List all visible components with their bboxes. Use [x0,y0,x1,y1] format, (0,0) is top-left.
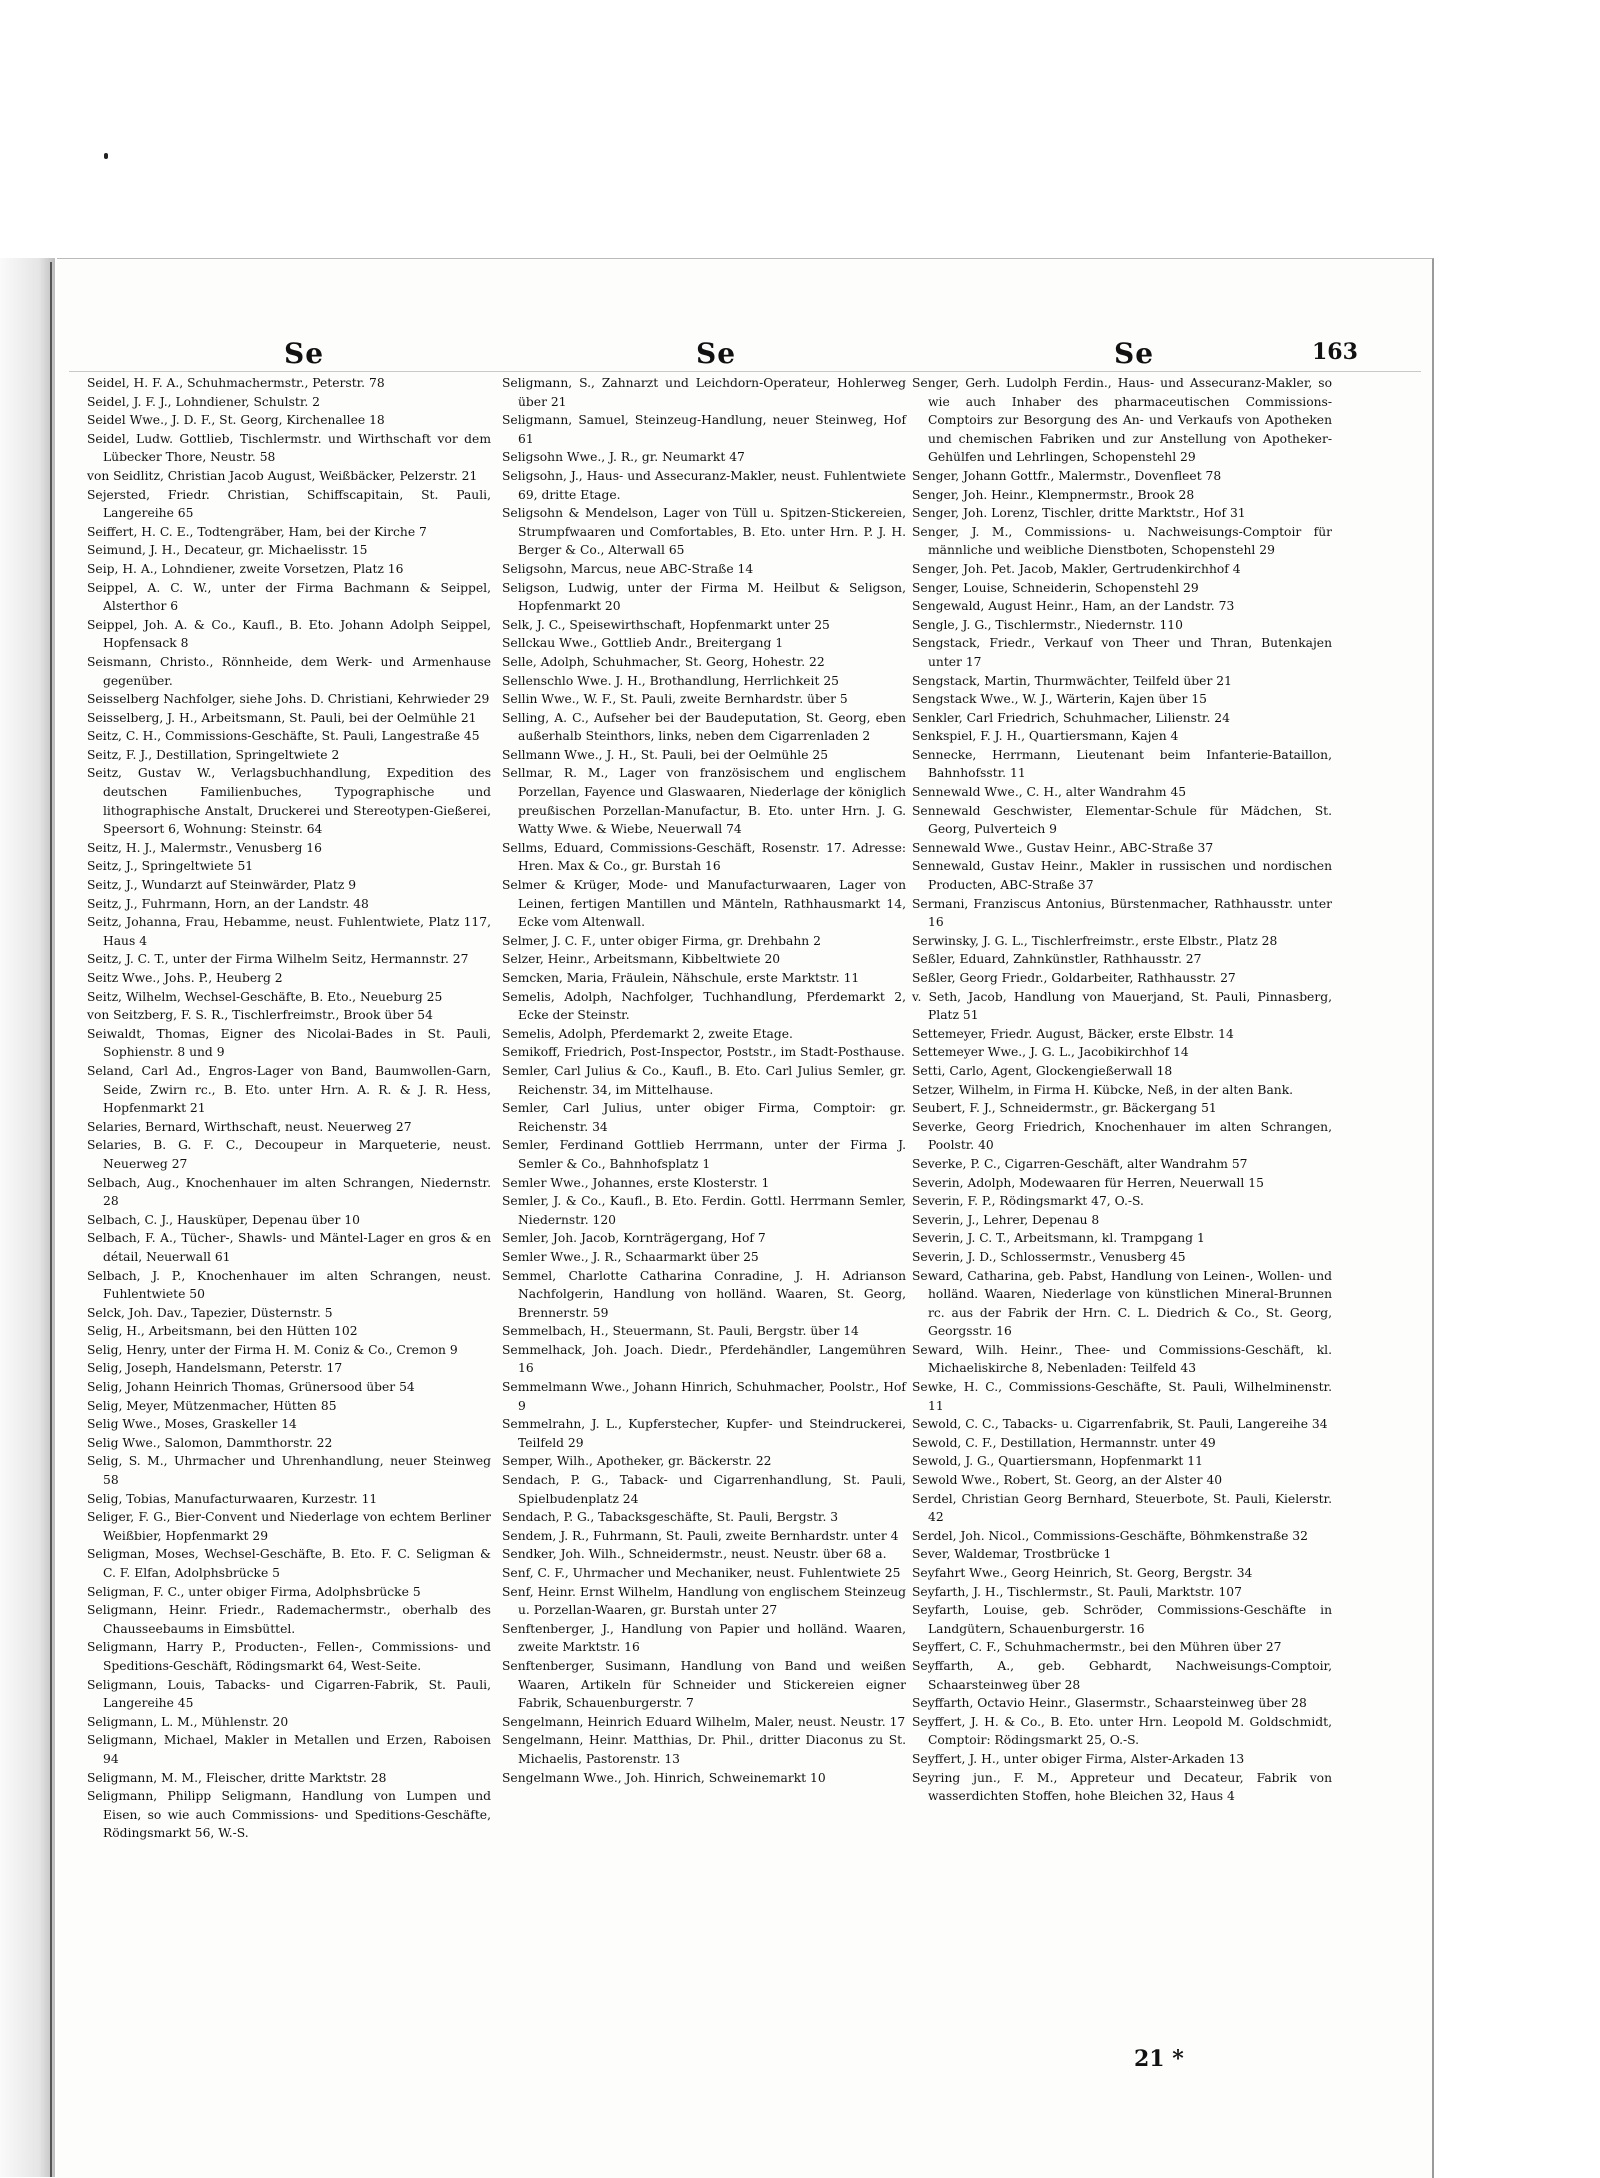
directory-entry: Seitz Wwe., Johs. P., Heuberg 2 [87,971,283,985]
directory-entry: Sengewald, August Heinr., Ham, an der Landstr. 73 [912,599,1235,614]
directory-entry: Semler, Ferdinand Gottlieb Herrmann, unter der Firma J. Semler & Co., Bahnhofsplatz 1 [502,1138,906,1171]
directory-entry: Seyfarth, J. H., Tischlermstr., St. Pauli, Marktstr. 107 [912,1584,1242,1599]
directory-entry: Semler, Carl Julius, unter obiger Firma, Comptoir: gr. Reichenstr. 34 [502,1101,906,1134]
directory-entry: Serdel, Joh. Nicol., Commissions-Geschäfte, Böhmkenstraße 32 [912,1528,1308,1543]
directory-entry: Seyffarth, Octavio Heinr., Glasermstr., Schaarsteinweg über 28 [912,1696,1307,1711]
directory-entry: Seyffert, J. H. & Co., B. Eto. unter Hrn. Leopold M. Goldschmidt, Comptoir: Rödingsmarkt 25, O.-S. [912,1714,1332,1748]
column-1 [87,374,491,1843]
directory-entry: Selling, A. C., Aufseher bei der Baudeputation, St. Georg, eben außerhalb Steinthors, links, neben dem Cigarrenladen 2 [502,710,906,744]
directory-entry: Sennecke, Herrmann, Lieutenant beim Infanterie-Bataillon, Bahnhofsstr. 11 [912,747,1332,781]
header-left-guideword: Se [284,337,325,370]
directory-entry: Seisselberg, J. H., Arbeitsmann, St. Pauli, bei der Oelmühle 21 [87,710,477,725]
directory-entry: Senger, Johann Gottfr., Malermstr., Dovenfleet 78 [912,468,1222,483]
directory-entry: von Seitzberg, F. S. R., Tischlerfreimstr., Brook über 54 [87,1008,433,1023]
directory-entry: Semler Wwe., J. R., Schaarmarkt über 25 [502,1249,759,1264]
directory-entry: Seligmann, Louis, Tabacks- und Cigarren-Fabrik, St. Pauli, Langereihe 45 [87,1677,491,1711]
directory-entry: Seismann, Christo., Rönnheide, dem Werk- und Armenhause gegenüber. [87,654,491,688]
directory-entry: Seligmann, Harry P., Producten-, Fellen-, Commissions- und Speditions-Geschäft, Rödingsmarkt 64, West-Seite. [87,1640,491,1673]
directory-entry: Selbach, C. J., Hausküper, Depenau über 10 [87,1212,360,1227]
directory-entry: Selig, H., Arbeitsmann, bei den Hütten 102 [87,1324,358,1339]
header-rule [69,371,1421,372]
directory-entry: Senftenberger, Susimann, Handlung von Band und weißen Waaren, Artikeln für Schneider und Stickereien eigner Fabrik, Schauenburgerstr. 7 [502,1658,906,1711]
directory-entry: Selig, S. M., Uhrmacher und Uhrenhandlung, neuer Steinweg 58 [87,1454,491,1488]
directory-entry: Selbach, F. A., Tücher-, Shawls- und Mäntel-Lager en gros & en détail, Neuerwall 61 [87,1231,491,1264]
directory-entry: Sewold, J. G., Quartiersmann, Hopfenmarkt 11 [912,1454,1203,1469]
directory-entry: Seubert, F. J., Schneidermstr., gr. Bäckergang 51 [912,1101,1217,1116]
directory-entry: Selig, Tobias, Manufacturwaaren, Kurzestr. 11 [87,1491,378,1506]
directory-entry: Severin, F. P., Rödingsmarkt 47, O.-S. [912,1194,1144,1209]
scan-speck [104,153,108,159]
directory-entry: Seitz, J., Fuhrmann, Horn, an der Landstr. 48 [87,896,369,911]
directory-entry: Setti, Carlo, Agent, Glockengießerwall 18 [912,1063,1173,1078]
directory-entry: Seyffert, J. H., unter obiger Firma, Alster-Arkaden 13 [912,1751,1245,1766]
directory-entry: Senger, Joh. Lorenz, Tischler, dritte Marktstr., Hof 31 [912,506,1246,521]
directory-entry: Senf, Heinr. Ernst Wilhelm, Handlung von englischem Steinzeug u. Porzellan-Waaren, gr. Burstah unter 27 [502,1584,906,1618]
directory-entry: Seland, Carl Ad., Engros-Lager von Band, Baumwollen-Garn, Seide, Zwirn rc., B. Eto. unter Hrn. A. R. & J. R. Hess, Hopfenmarkt 21 [87,1063,491,1116]
directory-entry: Seward, Catharina, geb. Pabst, Handlung von Leinen-, Wollen- und holländ. Waaren, Niederlage von künstlichen Mineral-Brunnen rc. aus der Fabrik der Hrn. C. L. Diedrich & Co., St. Georg, Georgsstr. 16 [912,1268,1332,1339]
directory-entry: Sengelmann, Heinr. Matthias, Dr. Phil., dritter Diaconus zu St. Michaelis, Pastorenstr. 13 [502,1733,906,1766]
directory-entry: Sewold, C. F., Destillation, Hermannstr. unter 49 [912,1435,1216,1450]
directory-entry: Senger, J. M., Commissions- u. Nachweisungs-Comptoir für männliche und weibliche Dienstboten, Schopenstehl 29 [912,524,1332,558]
directory-page [57,258,1434,2178]
directory-entry: Seimund, J. H., Decateur, gr. Michaelisstr. 15 [87,543,368,558]
page-header [57,337,1432,370]
directory-entry: Seligsohn & Mendelson, Lager von Tüll u. Spitzen-Stickereien, Strumpfwaaren und Comfortables, B. Eto. unter Hrn. P. J. H. Berger & Co., Alterwall 65 [502,506,906,558]
directory-entry: Seippel, A. C. W., unter der Firma Bachmann & Seippel, Alsterthor 6 [87,580,491,614]
directory-entry: Selig, Joseph, Handelsmann, Peterstr. 17 [87,1361,343,1376]
directory-entry: Semikoff, Friedrich, Post-Inspector, Poststr., im Stadt-Posthause. [502,1045,905,1060]
directory-entry: Severin, J. D., Schlossermstr., Venusberg 45 [912,1249,1186,1264]
directory-entry: Senkspiel, F. J. H., Quartiersmann, Kajen 4 [912,729,1179,744]
directory-entry: Seiwaldt, Thomas, Eigner des Nicolai-Bades in St. Pauli, Sophienstr. 8 und 9 [87,1026,491,1060]
directory-entry: Seippel, Joh. A. & Co., Kaufl., B. Eto. Johann Adolph Seippel, Hopfensack 8 [87,617,491,651]
directory-entry: Senf, C. F., Uhrmacher und Mechaniker, neust. Fuhlentwiete 25 [502,1566,901,1580]
directory-entry: Settemeyer Wwe., J. G. L., Jacobikirchhof 14 [912,1045,1189,1060]
directory-entry: Seligsohn, Marcus, neue ABC-Straße 14 [502,561,754,576]
directory-entry: Semler Wwe., Johannes, erste Klosterstr. 1 [502,1175,770,1190]
directory-entry: Sellmar, R. M., Lager von französischem und englischem Porzellan, Fayence und Glaswaaren, Niederlage der königlich preußischen Porzellan-Manufactur, B. Eto. unter Hrn. J. G. Watty Wwe. & Wiebe, Neuerwall 74 [502,766,906,837]
directory-entry: Sewold Wwe., Robert, St. Georg, an der Alster 40 [912,1473,1223,1488]
directory-entry: Settemeyer, Friedr. August, Bäcker, erste Elbstr. 14 [912,1026,1234,1041]
directory-entry: Severke, P. C., Cigarren-Geschäft, alter Wandrahm 57 [912,1156,1248,1171]
directory-entry: Seyfahrt Wwe., Georg Heinrich, St. Georg, Bergstr. 34 [912,1566,1253,1580]
directory-entry: Selig, Henry, unter der Firma H. M. Coniz & Co., Cremon 9 [87,1342,458,1357]
directory-entry: Seyfarth, Louise, geb. Schröder, Commissions-Geschäfte in Landgütern, Schauenburgerstr. 16 [912,1603,1332,1636]
directory-entry: Sellenschlo Wwe. J. H., Brothandlung, Herrlichkeit 25 [502,673,839,688]
directory-entry: Sewold, C. C., Tabacks- u. Cigarrenfabrik, St. Pauli, Langereihe 34 [912,1417,1328,1432]
directory-entry: Sennewald Wwe., Gustav Heinr., ABC-Straße 37 [912,840,1214,855]
directory-entry: Semmelrahn, J. L., Kupferstecher, Kupfer- und Steindruckerei, Teilfeld 29 [502,1417,906,1450]
directory-entry: Seidel, Ludw. Gottlieb, Tischlermstr. und Wirthschaft vor dem Lübecker Thore, Neustr. 58 [87,431,491,465]
directory-entry: Selbach, Aug., Knochenhauer im alten Schrangen, Niedernstr. 28 [87,1175,491,1209]
directory-entry: Seligmann, M. M., Fleischer, dritte Marktstr. 28 [87,1770,387,1785]
directory-entry: Seligsohn Wwe., J. R., gr. Neumarkt 47 [502,450,745,465]
directory-entry: Serdel, Christian Georg Bernhard, Steuerbote, St. Pauli, Kielerstr. 42 [912,1491,1332,1525]
directory-entry: Semper, Wilh., Apotheker, gr. Bäckerstr. 22 [502,1454,772,1469]
directory-entry: Semmelmann Wwe., Johann Hinrich, Schuhmacher, Poolstr., Hof 9 [502,1380,906,1413]
directory-entry: Semmelbach, H., Steuermann, St. Pauli, Bergstr. über 14 [502,1324,859,1339]
directory-entry: Seitz, Johanna, Frau, Hebamme, neust. Fuhlentwiete, Platz 117, Haus 4 [87,915,491,948]
directory-entry: Seligson, Ludwig, unter der Firma M. Heilbut & Seligson, Hopfenmarkt 20 [502,580,906,614]
directory-entry: Seitz, H. J., Malermstr., Venusberg 16 [87,840,322,855]
directory-entry: Selaries, Bernard, Wirthschaft, neust. Neuerweg 27 [87,1119,412,1134]
directory-entry: Seidel, J. F. J., Lohndiener, Schulstr. 2 [87,394,320,409]
directory-entry: Seligman, F. C., unter obiger Firma, Adolphsbrücke 5 [87,1584,421,1599]
directory-entry: Selaries, B. G. F. C., Decoupeur in Marqueterie, neust. Neuerweg 27 [87,1138,491,1171]
directory-entry: Seßler, Georg Friedr., Goldarbeiter, Rathhausstr. 27 [912,971,1236,985]
directory-entry: Seßler, Eduard, Zahnkünstler, Rathhausstr. 27 [912,952,1202,967]
directory-entry: Senkler, Carl Friedrich, Schuhmacher, Lilienstr. 24 [912,710,1230,725]
directory-entry: Semelis, Adolph, Pferdemarkt 2, zweite Etage. [502,1026,793,1041]
directory-entry: Seidel, H. F. A., Schuhmachermstr., Peterstr. 78 [87,376,385,390]
directory-entry: Semmelhack, Joh. Joach. Diedr., Pferdehändler, Langemühren 16 [502,1342,906,1376]
directory-entry: Sennewald Wwe., C. H., alter Wandrahm 45 [912,785,1187,800]
directory-entry: Senger, Louise, Schneiderin, Schopenstehl 29 [912,580,1199,595]
directory-entry: Selig Wwe., Salomon, Dammthorstr. 22 [87,1435,333,1450]
directory-entry: Seidel Wwe., J. D. F., St. Georg, Kirchenallee 18 [87,413,385,428]
directory-entry: Sennewald Geschwister, Elementar-Schule für Mädchen, St. Georg, Pulverteich 9 [912,803,1332,837]
directory-entry: Seitz, F. J., Destillation, Springeltwiete 2 [87,747,340,762]
directory-entry: Sellms, Eduard, Commissions-Geschäft, Rosenstr. 17. Adresse: Hren. Max & Co., gr. Burstah 16 [502,840,906,874]
directory-entry: Sellin Wwe., W. F., St. Pauli, zweite Bernhardstr. über 5 [502,692,848,707]
directory-entry: Selmer, J. C. F., unter obiger Firma, gr. Drehbahn 2 [502,933,821,948]
directory-entry: Severin, J. C. T., Arbeitsmann, kl. Trampgang 1 [912,1231,1205,1246]
directory-entry: Senftenberger, J., Handlung von Papier und holländ. Waaren, zweite Marktstr. 16 [502,1621,906,1655]
directory-entry: Seitz, J., Wundarzt auf Steinwärder, Platz 9 [87,878,357,893]
directory-entry: Sejersted, Friedr. Christian, Schiffscapitain, St. Pauli, Langereihe 65 [87,487,491,521]
directory-entry: Seip, H. A., Lohndiener, zweite Vorsetzen, Platz 16 [87,561,404,576]
directory-entry: Seitz, C. H., Commissions-Geschäfte, St. Pauli, Langestraße 45 [87,729,480,744]
directory-entry: Seisselberg Nachfolger, siehe Johs. D. Christiani, Kehrwieder 29 [87,692,490,707]
directory-entry: Seitz, Gustav W., Verlagsbuchhandlung, Expedition des deutschen Familienbuches, Typographische und lithographische Anstalt, Druckerei und Stereotypen-Gießerei, Speersort 6, Wohnung: Steinstr. 64 [87,766,491,837]
directory-entry: Seyffert, C. F., Schuhmachermstr., bei den Mühren über 27 [912,1640,1282,1655]
directory-entry: Sengelmann Wwe., Joh. Hinrich, Schweinemarkt 10 [502,1770,826,1785]
directory-entry: Semler, Carl Julius & Co., Kaufl., B. Eto. Carl Julius Semler, gr. Reichenstr. 34, im Mittelhause. [502,1063,906,1097]
directory-entry: Seiffert, H. C. E., Todtengräber, Ham, bei der Kirche 7 [87,524,427,539]
directory-entry: Sendker, Joh. Wilh., Schneidermstr., neust. Neustr. über 68 a. [502,1547,887,1562]
page-number: 163 [1312,339,1358,365]
directory-entry: Seyffarth, A., geb. Gebhardt, Nachweisungs-Comptoir, Schaarsteinweg über 28 [912,1658,1332,1692]
directory-entry: Seligmann, S., Zahnarzt und Leichdorn-Operateur, Hohlerweg über 21 [502,376,906,409]
directory-entry: Selzer, Heinr., Arbeitsmann, Kibbeltwiete 20 [502,952,781,967]
directory-entry: Selk, J. C., Speisewirthschaft, Hopfenmarkt unter 25 [502,617,830,632]
column-2 [502,374,906,1787]
directory-entry: Seyring jun., F. M., Appreteur und Decateur, Fabrik von wasserdichten Stoffen, hohe Bleichen 32, Haus 4 [912,1770,1332,1804]
directory-entry: Severke, Georg Friedrich, Knochenhauer im alten Schrangen, Poolstr. 40 [912,1119,1332,1153]
directory-entry: Setzer, Wilhelm, in Firma H. Kübcke, Neß, in der alten Bank. [912,1082,1294,1097]
directory-entry: Selle, Adolph, Schuhmacher, St. Georg, Hohestr. 22 [502,654,825,669]
directory-entry: Seligmann, Heinr. Friedr., Rademachermstr., oberhalb des Chausseebaums in Eimsbüttel. [87,1603,491,1636]
directory-entry: Selck, Joh. Dav., Tapezier, Düsternstr. 5 [87,1305,333,1320]
directory-entry: Seligmann, L. M., Mühlenstr. 20 [87,1714,289,1729]
directory-entry: Seitz, J. C. T., unter der Firma Wilhelm Seitz, Hermannstr. 27 [87,952,469,967]
directory-entry: Sewke, H. C., Commissions-Geschäfte, St. Pauli, Wilhelminenstr. 11 [912,1380,1332,1413]
directory-entry: Semler, Joh. Jacob, Kornträgergang, Hof 7 [502,1231,766,1246]
directory-entry: Seligmann, Michael, Makler in Metallen und Erzen, Raboisen 94 [87,1733,491,1766]
directory-entry: Seligsohn, J., Haus- und Assecuranz-Makler, neust. Fuhlentwiete 69, dritte Etage. [502,468,906,502]
header-center-guideword: Se [696,337,737,370]
header-right-guideword: Se [1114,337,1155,370]
directory-entry: Severin, J., Lehrer, Depenau 8 [912,1212,1100,1227]
directory-entry: Seitz, Wilhelm, Wechsel-Geschäfte, B. Eto., Neueburg 25 [87,989,443,1004]
directory-entry: Seliger, F. G., Bier-Convent und Niederlage von echtem Berliner Weißbier, Hopfenmarkt 29 [87,1510,491,1543]
directory-entry: Serwinsky, J. G. L., Tischlerfreimstr., erste Elbstr., Platz 28 [912,933,1278,948]
directory-entry: Seligman, Moses, Wechsel-Geschäfte, B. Eto. F. C. Seligman & C. F. Elfan, Adolphsbrücke 5 [87,1547,491,1580]
directory-entry: Sever, Waldemar, Trostbrücke 1 [912,1547,1112,1562]
directory-entry: Senger, Gerh. Ludolph Ferdin., Haus- und Assecuranz-Makler, so wie auch Inhaber des pharmaceutischen Commissions-Comptoirs zur Besorgung des An- und Verkaufs von Apotheken und chemischen Fabriken und zur Anstellung von Apotheker-Gehülfen und Lehrlingen, Schopenstehl 29 [912,376,1332,465]
directory-entry: Selig, Meyer, Mützenmacher, Hütten 85 [87,1398,337,1413]
directory-entry: Sellckau Wwe., Gottlieb Andr., Breitergang 1 [502,636,784,651]
directory-entry: Selig, Johann Heinrich Thomas, Grünersood über 54 [87,1380,415,1395]
page-edge-shadow [0,258,55,2177]
directory-entry: Sendem, J. R., Fuhrmann, St. Pauli, zweite Bernhardstr. unter 4 [502,1528,899,1543]
directory-entry: Sengstack, Martin, Thurmwächter, Teilfeld über 21 [912,673,1232,688]
directory-entry: Sengstack, Friedr., Verkauf von Theer und Thran, Butenkajen unter 17 [912,636,1332,669]
directory-entry: Senger, Joh. Heinr., Klempnermstr., Brook 28 [912,487,1195,502]
directory-entry: Semcken, Maria, Fräulein, Nähschule, erste Marktstr. 11 [502,971,860,985]
directory-entry: Semelis, Adolph, Nachfolger, Tuchhandlung, Pferdemarkt 2, Ecke der Steinstr. [502,989,906,1023]
directory-entry: von Seidlitz, Christian Jacob August, Weißbäcker, Pelzerstr. 21 [87,468,478,483]
column-3 [912,374,1332,1806]
directory-entry: Selbach, J. P., Knochenhauer im alten Schrangen, neust. Fuhlentwiete 50 [87,1268,491,1302]
directory-entry: v. Seth, Jacob, Handlung von Mauerjand, St. Pauli, Pinnasberg, Platz 51 [912,989,1332,1023]
directory-entry: Seward, Wilh. Heinr., Thee- und Commissions-Geschäft, kl. Michaeliskirche 8, Nebenladen: Teilfeld 43 [912,1342,1332,1376]
signature-mark: 21 * [1134,2046,1184,2072]
directory-entry: Senger, Joh. Pet. Jacob, Makler, Gertrudenkirchhof 4 [912,561,1241,576]
directory-entry: Sennewald, Gustav Heinr., Makler in russischen und nordischen Producten, ABC-Straße 37 [912,859,1332,893]
directory-entry: Seitz, J., Springeltwiete 51 [87,859,254,874]
directory-entry: Sengle, J. G., Tischlermstr., Niedernstr. 110 [912,617,1183,632]
directory-entry: Severin, Adolph, Modewaaren für Herren, Neuerwall 15 [912,1175,1264,1190]
directory-entry: Sendach, P. G., Taback- und Cigarrenhandlung, St. Pauli, Spielbudenplatz 24 [502,1473,906,1506]
directory-entry: Sengelmann, Heinrich Eduard Wilhelm, Maler, neust. Neustr. 17 [502,1714,906,1729]
directory-entry: Semler, J. & Co., Kaufl., B. Eto. Ferdin. Gottl. Herrmann Semler, Niedernstr. 120 [502,1194,906,1227]
directory-entry: Sellmann Wwe., J. H., St. Pauli, bei der Oelmühle 25 [502,747,829,762]
directory-entry: Seligmann, Samuel, Steinzeug-Handlung, neuer Steinweg, Hof 61 [502,413,906,446]
directory-entry: Seligmann, Philipp Seligmann, Handlung von Lumpen und Eisen, so wie auch Commissions- und Speditions-Geschäfte, Rödingsmarkt 56, W.-S. [87,1789,491,1841]
directory-entry: Sengstack Wwe., W. J., Wärterin, Kajen über 15 [912,692,1207,707]
directory-entry: Selig Wwe., Moses, Graskeller 14 [87,1417,297,1432]
book-spine-line [50,262,52,2177]
directory-entry: Selmer & Krüger, Mode- und Manufacturwaaren, Lager von Leinen, fertigen Mantillen und Mänteln, Rathhausmarkt 14, Ecke vom Altenwall. [502,878,906,930]
directory-entry: Sermani, Franziscus Antonius, Bürstenmacher, Rathhausstr. unter 16 [912,896,1332,930]
directory-entry: Semmel, Charlotte Catharina Conradine, J. H. Adrianson Nachfolgerin, Handlung von holländ. Waaren, St. Georg, Brennerstr. 59 [502,1268,906,1320]
directory-entry: Sendach, P. G., Tabacksgeschäfte, St. Pauli, Bergstr. 3 [502,1510,839,1525]
